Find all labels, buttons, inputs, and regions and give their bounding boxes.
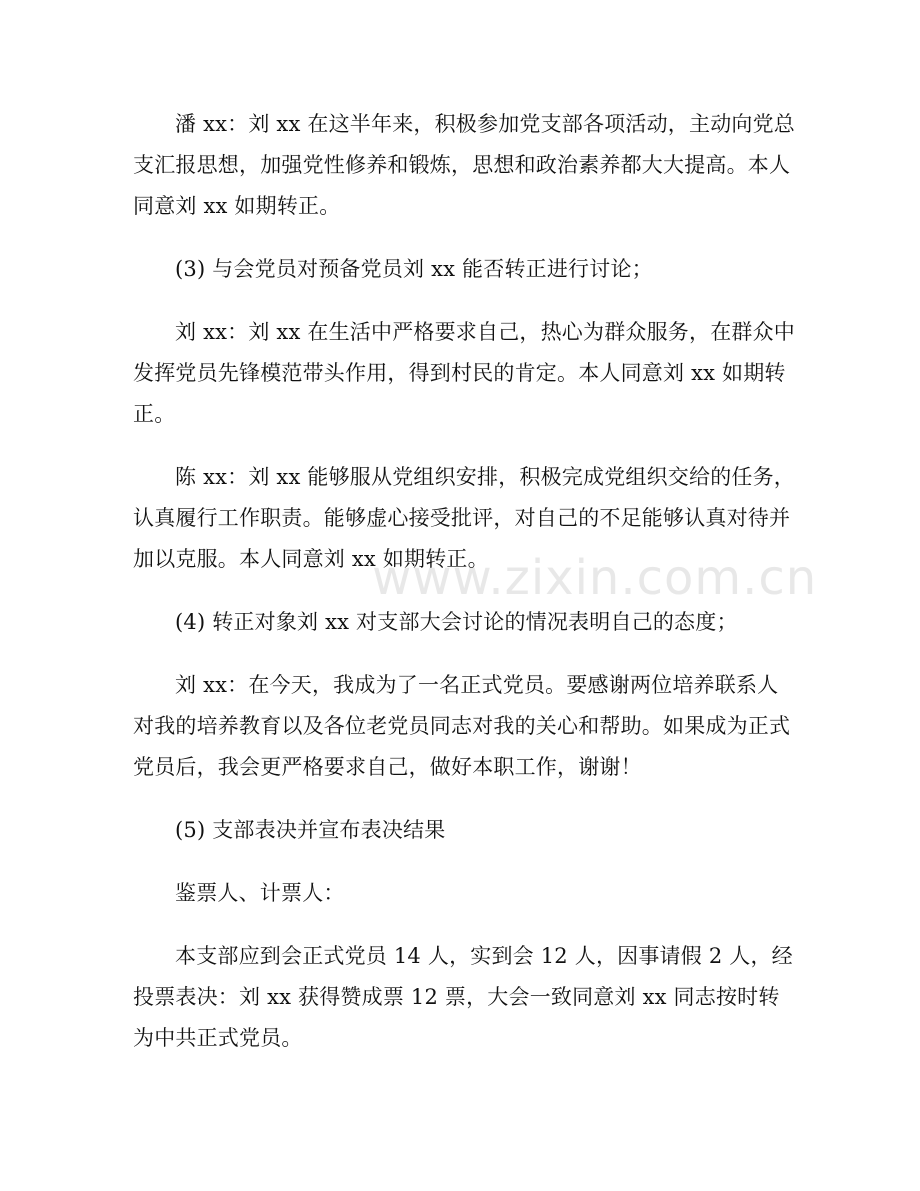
- document-body: [133, 104, 795, 1059]
- paragraph-vote-result: 本支部应到会正式党员 14 人，实到会 12 人，因事请假 2 人，经投票表决：刘 xx 获得赞成票 12 票，大会一致同意刘 xx 同志按时转为中共正式党员。: [133, 944, 793, 1050]
- paragraph-step-3: (3) 与会党员对预备党员刘 xx 能否转正进行讨论；: [175, 257, 653, 281]
- paragraph-liu-statement: 刘 xx：在今天，我成为了一名正式党员。要感谢两位培养联系人对我的培养教育以及各位老党员同志对我的关心和帮助。如果成为正式党员后，我会更严格要求自己，做好本职工作，谢谢！: [133, 673, 791, 779]
- paragraph-liu-comment: 刘 xx：刘 xx 在生活中严格要求自己，热心为群众服务，在群众中发挥党员先锋模范带头作用，得到村民的肯定。本人同意刘 xx 如期转正。: [133, 320, 795, 426]
- paragraph-vote-tellers: 鉴票人、计票人：: [175, 881, 345, 905]
- paragraph-pan-comment: 潘 xx：刘 xx 在这半年来，积极参加党支部各项活动，主动向党总支汇报思想，加强党性修养和锻炼，思想和政治素养都大大提高。本人同意刘 xx 如期转正。: [133, 112, 795, 218]
- paragraph-step-5: (5) 支部表决并宣布表决结果: [175, 818, 446, 842]
- paragraph-chen-comment: 陈 xx：刘 xx 能够服从党组织安排，积极完成党组织交给的任务，认真履行工作职责。能够虚心接受批评，对自己的不足能够认真对待并加以克服。本人同意刘 xx 如期转正。: [133, 465, 795, 571]
- watermark-text: www.zixin.com.cn: [372, 550, 818, 606]
- paragraph-step-4: (4) 转正对象刘 xx 对支部大会讨论的情况表明自己的态度；: [175, 610, 738, 634]
